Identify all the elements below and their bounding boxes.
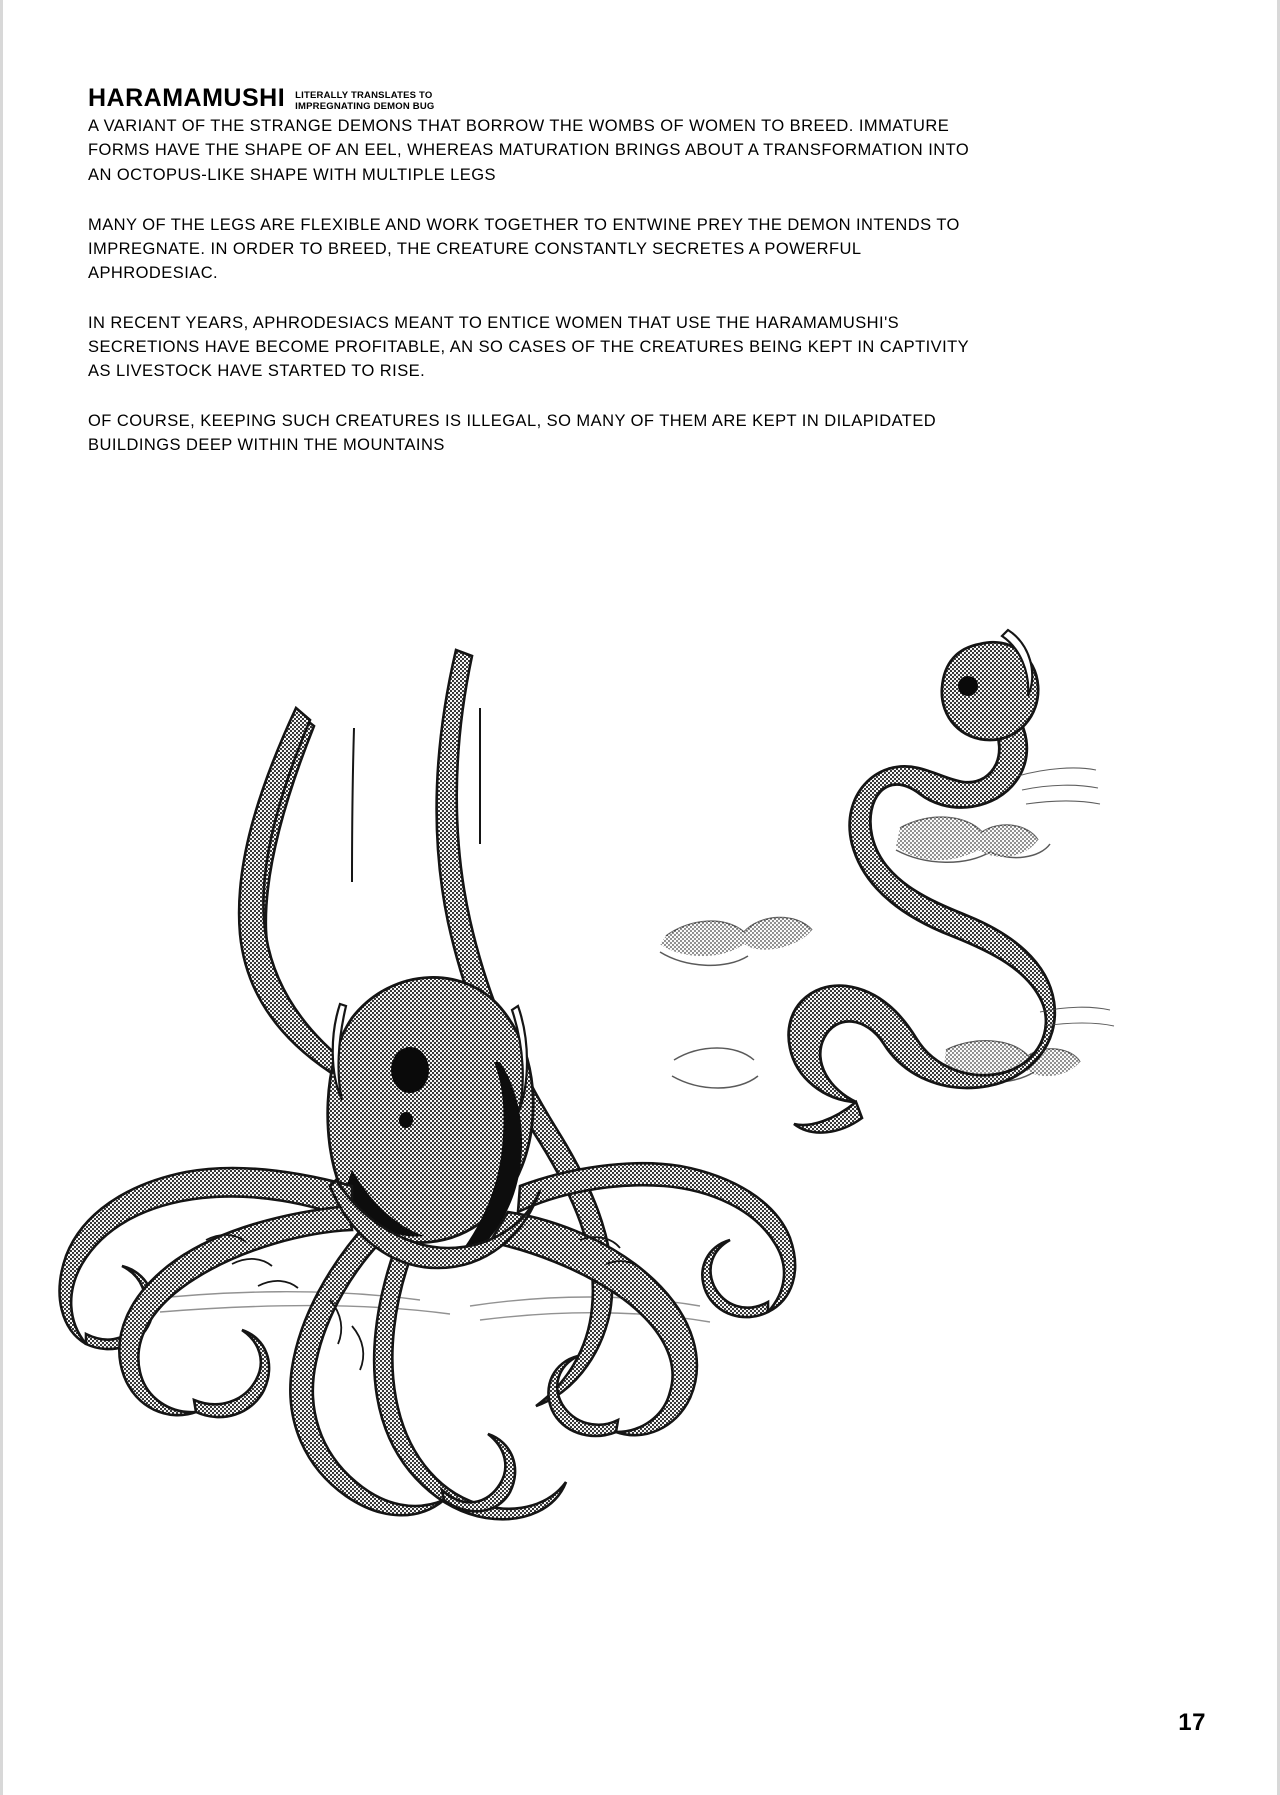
tentacle-right-curl (702, 1240, 768, 1317)
entry-paragraph-4: OF COURSE, KEEPING SUCH CREATURES IS ILLEGAL, SO MANY OF THEM ARE KEPT IN DILAPIDATED BUILDINGS DEEP WITHIN THE MOUNTAINS (88, 412, 937, 455)
eel-body (789, 696, 1055, 1102)
title-translation-line-1: LITERALLY TRANSLATES TO (295, 90, 433, 101)
creature-illustration (0, 600, 1280, 1660)
eel-eye (958, 676, 978, 696)
illustration-area (0, 600, 1280, 1660)
mature-demon-figure (60, 650, 795, 1519)
entry-paragraph-3: IN RECENT YEARS, APHRODESIACS MEANT TO ENTICE WOMEN THAT USE THE HARAMAMUSHI'S SECRETIONS HAVE BECOME PROFITABLE, AN SO CASES OF THE CREATURES BEING KEPT IN CAPTIVITY AS LIVESTOCK HAVE STARTED TO RISE. (88, 313, 969, 381)
tentacle-center-mid (374, 1240, 566, 1519)
page-title: HARAMAMUSHI (88, 84, 286, 112)
entry-heading (88, 86, 988, 112)
entry-text-block (88, 86, 988, 457)
demon-nostril (399, 1112, 413, 1128)
title-translation-note (295, 86, 434, 112)
title-translation-line-2: IMPREGNATING DEMON BUG (295, 101, 435, 113)
tentacle-center-tip (442, 1434, 515, 1511)
immature-eel-figure (660, 630, 1114, 1133)
page-number: 17 (1178, 1709, 1206, 1736)
tentacle-left-tip (194, 1330, 269, 1417)
demon-eye (391, 1047, 429, 1093)
entry-paragraph-2: MANY OF THE LEGS ARE FLEXIBLE AND WORK TOGETHER TO ENTWINE PREY THE DEMON INTENDS TO IMPREGNATE. IN ORDER TO BREED, THE CREATURE CONSTANTLY SECRETES A POWERFUL APHRODESIAC. (88, 215, 960, 282)
eel-tail-fin (794, 1102, 862, 1133)
entry-paragraph-1: A VARIANT OF THE STRANGE DEMONS THAT BORROW THE WOMBS OF WOMEN TO BREED. IMMATURE FORMS HAVE THE SHAPE OF AN EEL, WHEREAS MATURATION BRINGS ABOUT A TRANSFORMATION INTO AN OCTOPUS-LIKE SHAPE WITH MULTIPLE LEGS (88, 117, 970, 184)
